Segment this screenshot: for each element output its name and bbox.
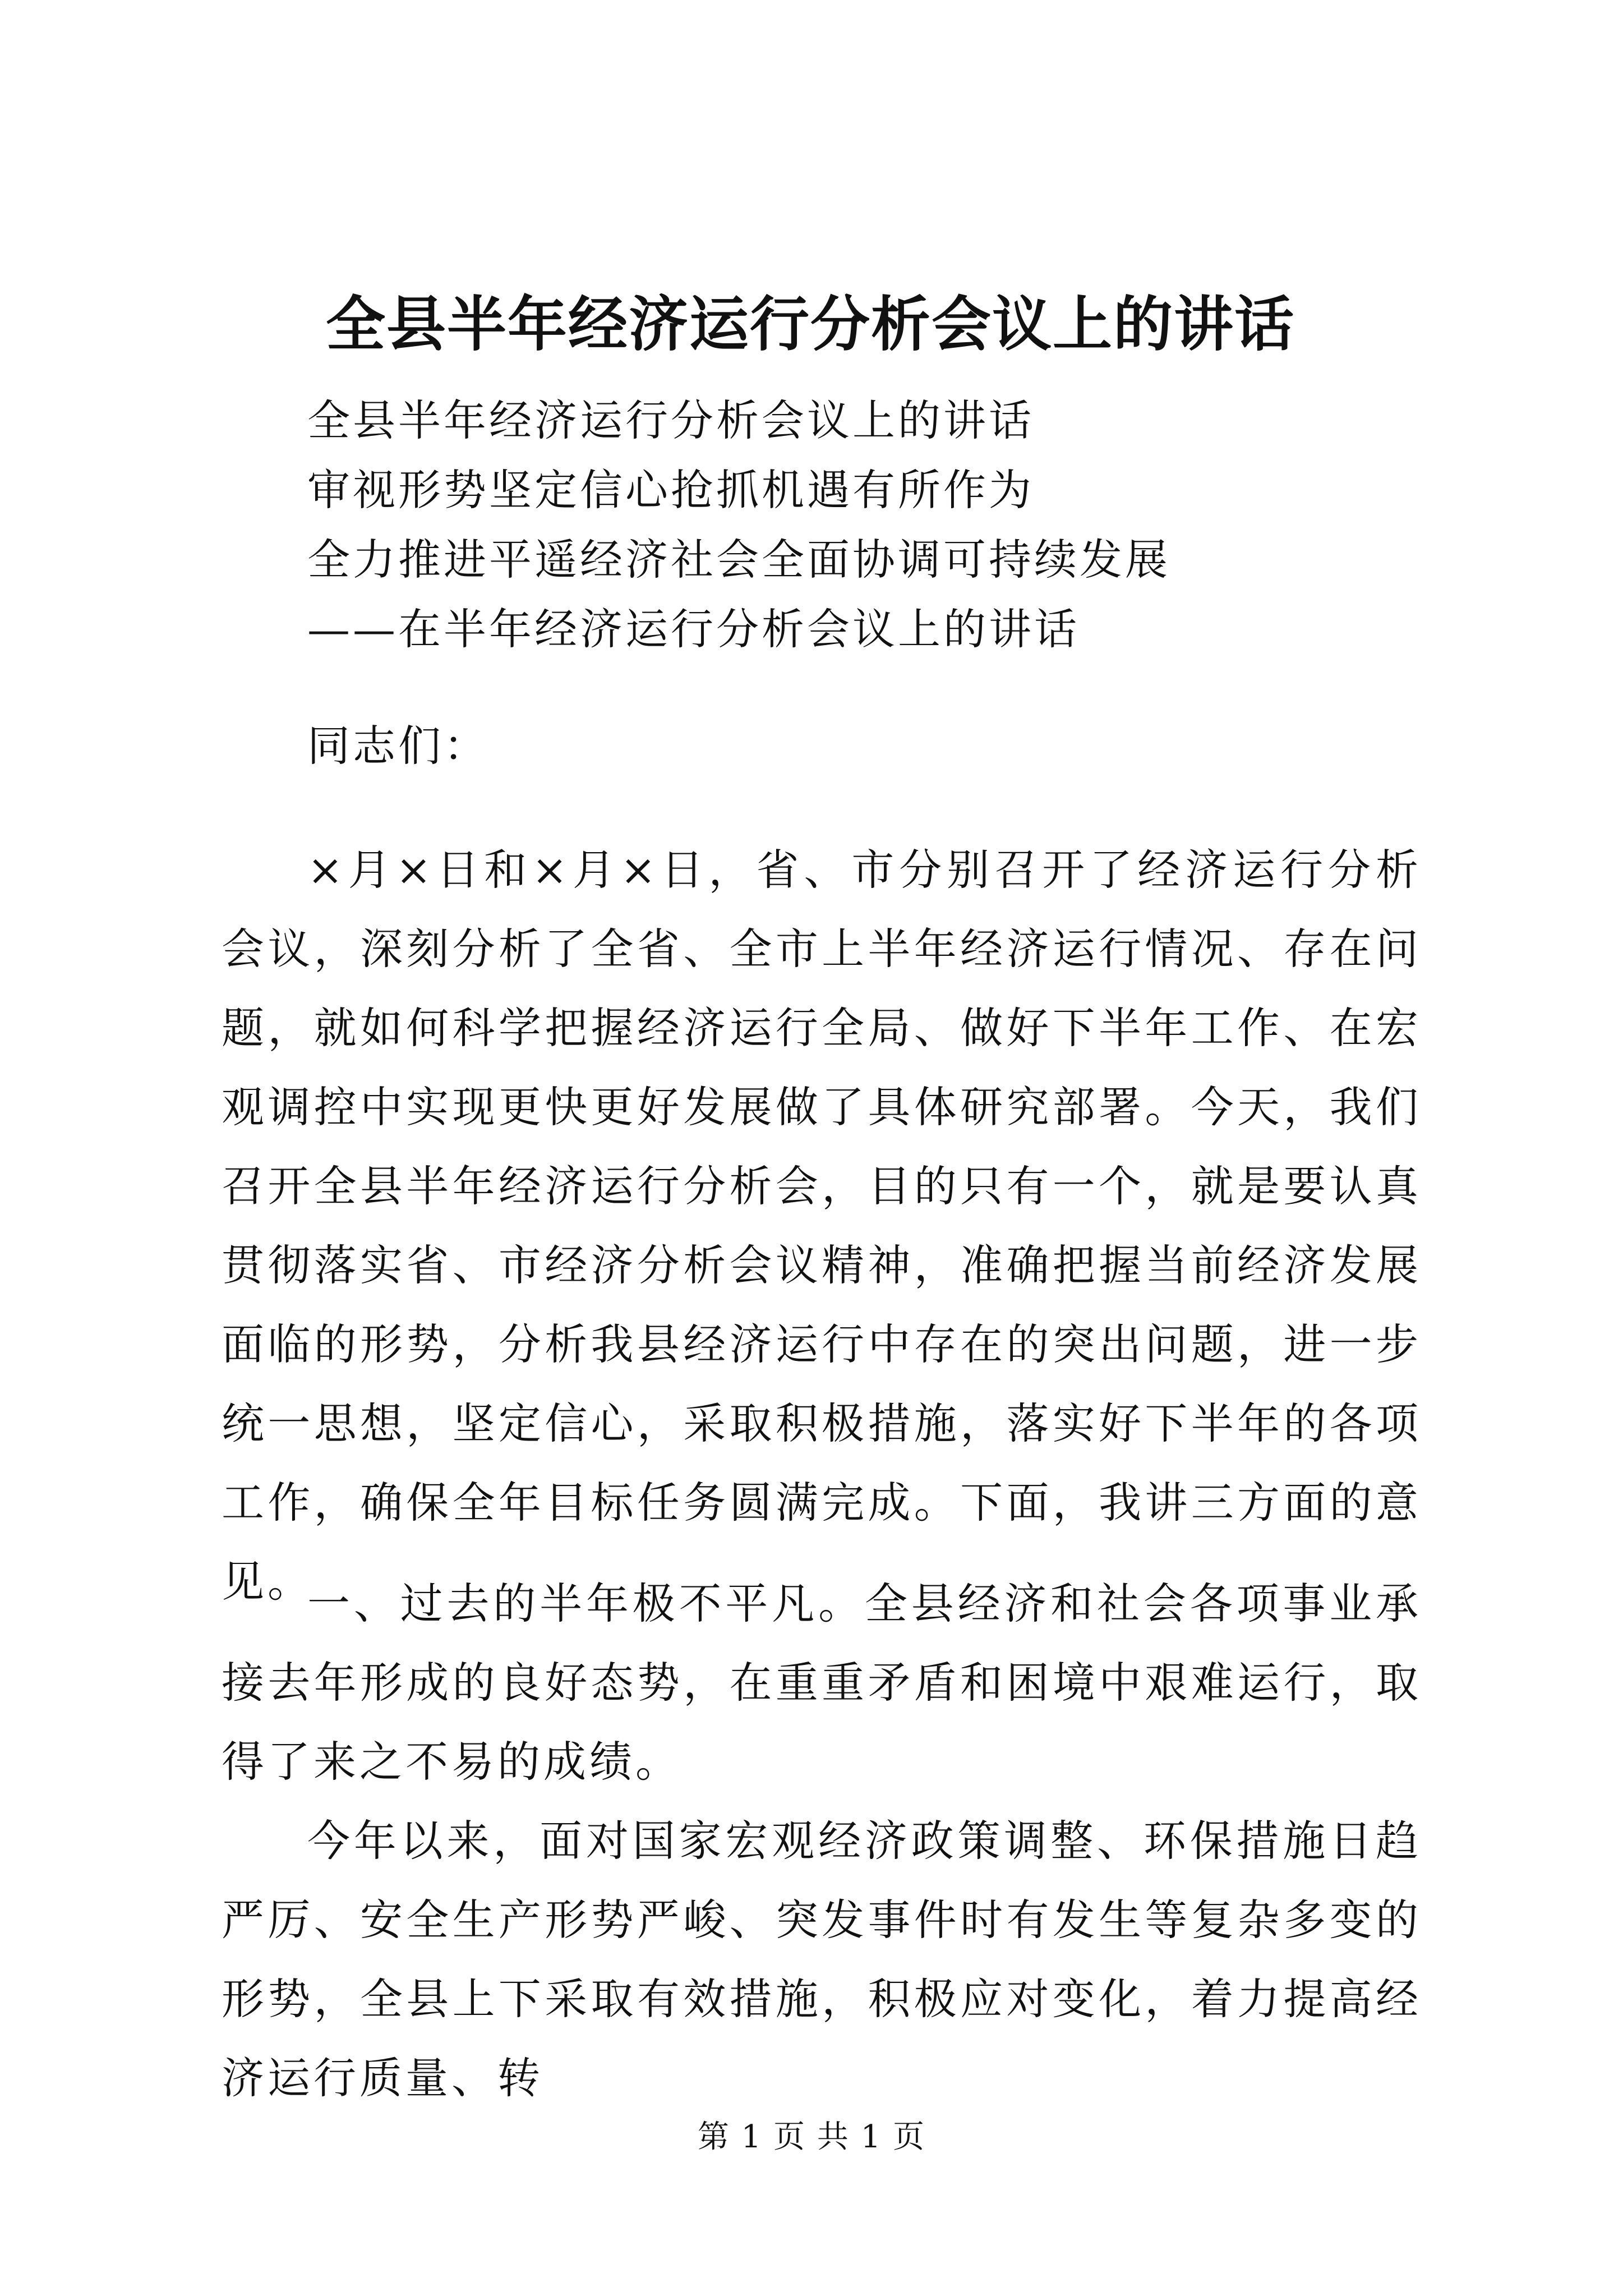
salutation: 同志们：: [307, 721, 489, 771]
heading-line-2: 审视形势坚定信心抢抓机遇有所作为: [307, 465, 1034, 515]
document-title: 全县半年经济运行分析会议上的讲话: [326, 289, 1295, 359]
page-number-footer: 第 1 页 共 1 页: [697, 2119, 926, 2155]
body-paragraph: 一、过去的半年极不平凡。全县经济和社会各项事业承接去年形成的良好态势，在重重矛盾和困境中艰难运行，取得了来之不易的成绩。: [222, 1579, 1422, 1787]
heading-line-1: 全县半年经济运行分析会议上的讲话: [307, 395, 1034, 445]
heading-line-3: 全力推进平遥经济社会全面协调可持续发展: [307, 535, 1170, 585]
heading-line-4: ——在半年经济运行分析会议上的讲话: [307, 604, 1080, 654]
body-paragraph: 今年以来，面对国家宏观经济政策调整、环保措施日趋严厉、安全生产形势严峻、突发事件时有发生等复杂多变的形势，全县上下采取有效措施，积极应对变化，着力提高经济运行质量、转: [222, 1816, 1422, 2103]
body-paragraph: ×月×日和×月×日，省、市分别召开了经济运行分析会议，深刻分析了全省、全市上半年经济运行情况、存在问题，就如何科学把握经济运行全局、做好下半年工作、在宏观调控中实现更快更好发展做了具体研究部署。今天，我们召开全县半年经济运行分析会，目的只有一个，就是要认真贯彻落实省、市经济分析会议精神，准确把握当前经济发展面临的形势，分析我县经济运行中存在的突出问题，进一步统一思想，坚定信心，采取积极措施，落实好下半年的各项工作，确保全年目标任务圆满完成。下面，我讲三方面的意见。: [222, 845, 1422, 1607]
heading-block: [307, 386, 1485, 664]
